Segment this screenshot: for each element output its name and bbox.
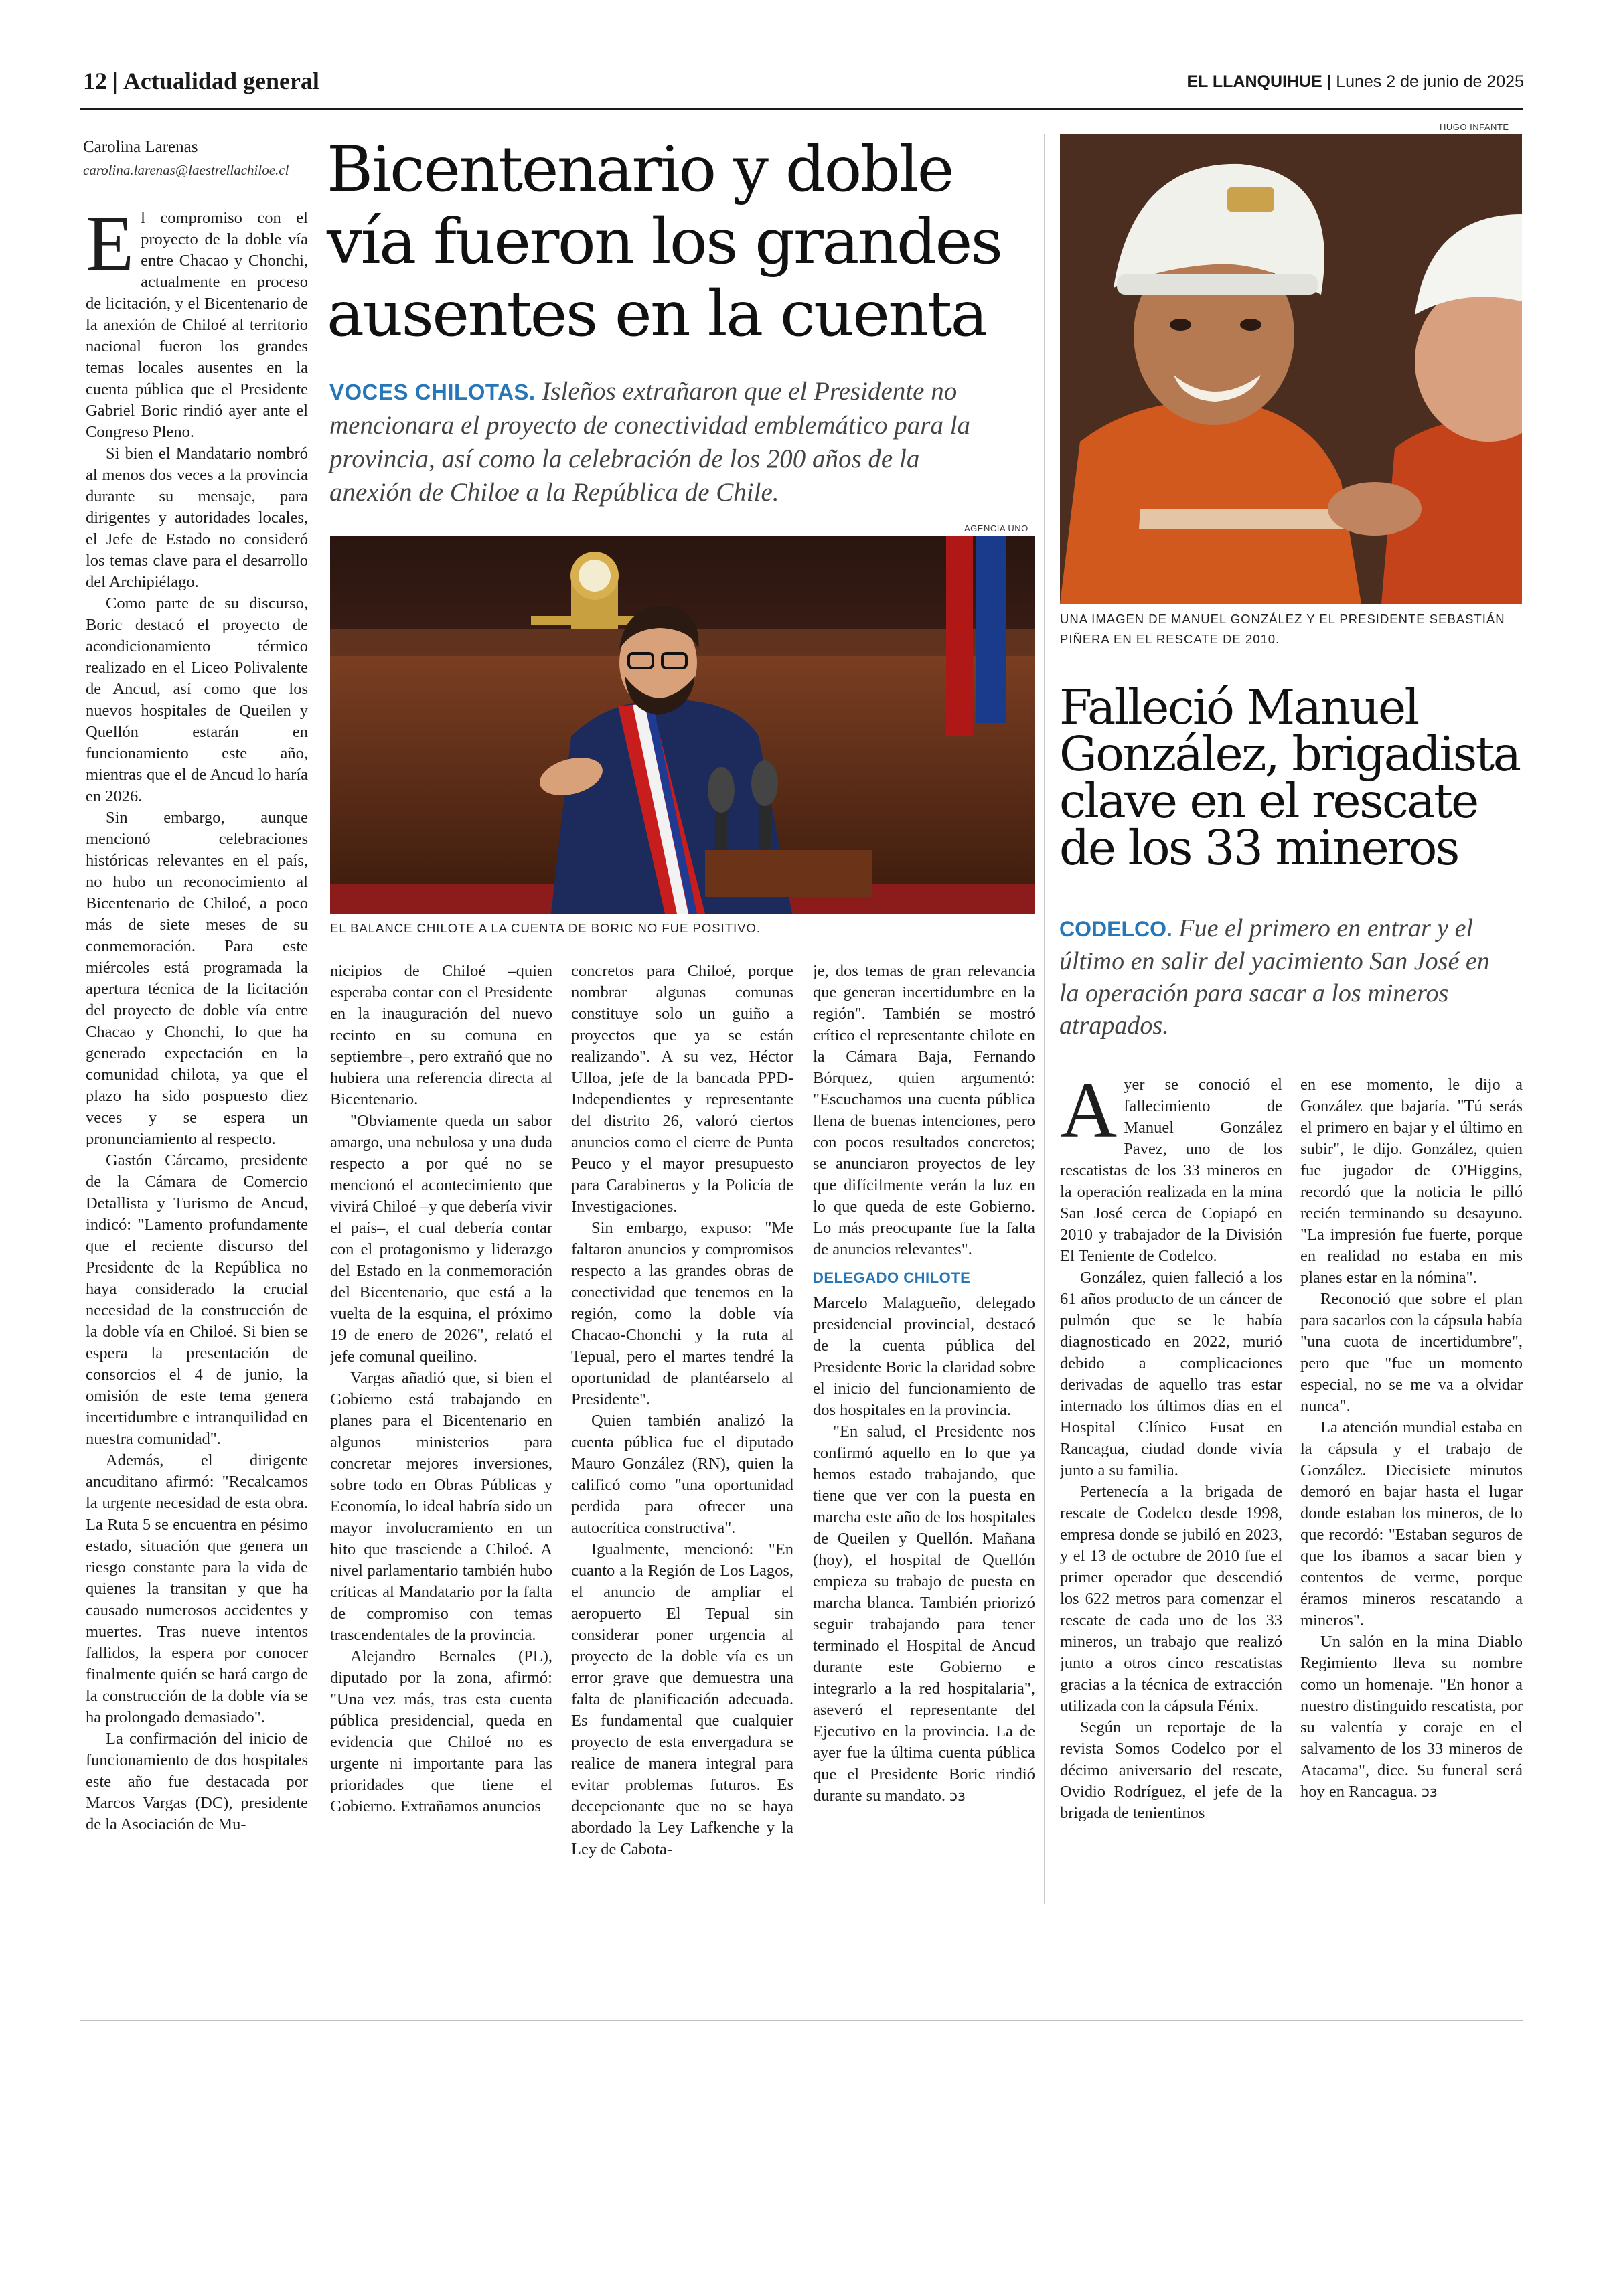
- dropcap: A: [1060, 1074, 1118, 1154]
- header-separator: |: [1326, 72, 1332, 91]
- paragraph: La atención mundial estaba en la cápsula y el trabajo de González. Diecisiete minutos demoró en bajar hasta el lugar donde estaban los mineros, de lo que recordó: "Estaban seguros de que los íbamos a sacar bien y contentos de verme, porque éramos mineros rescatando a mineros".: [1300, 1418, 1523, 1629]
- main-dek: [329, 375, 999, 509]
- section-name: Actualidad general: [123, 68, 319, 94]
- paragraph: La confirmación del inicio de funcionamiento de dos hospitales este año fue destacada por Marcos Vargas (DC), presidente de la Asociación de Mu-: [86, 1730, 308, 1833]
- side-photo-caption: UNA IMAGEN DE MANUEL GONZÁLEZ Y EL PRESIDENTE SEBASTIÁN PIÑERA EN EL RESCATE DE 2010.: [1060, 612, 1505, 646]
- column-divider: [1044, 134, 1045, 1904]
- main-photo: [330, 536, 1035, 914]
- main-headline: Bicentenario y doble vía fueron los grandes ausentes en la cuenta: [327, 133, 1002, 351]
- paragraph: "Obviamente queda un sabor amargo, una nebulosa y una duda respecto a por qué no se mencionó el acontecimiento que vivirá Chiloé –y que debería vivir el país–, el cual debería contar con el protagonismo y liderazgo del Estado en la conmemoración del Bicentenario, que está a la vuelta de la esquina, el próximo 19 de enero de 2026", relató el jefe comunal queilino.: [330, 1112, 552, 1366]
- main-column-4: [813, 961, 1035, 1904]
- header-separator: |: [112, 68, 118, 94]
- main-kicker: VOCES CHILOTAS.: [329, 380, 536, 404]
- paragraph: Igualmente, mencionó: "En cuanto a la Región de Los Lagos, el anuncio de ampliar el aeropuerto El Tepual sin considerar poner urgencia al proyecto de la doble vía es un error grave que demuestra una falta de planificación adecuada. Es fundamental que cualquier proyecto de esta envergadura se realice de manera integral para evitar problemas futuros. Es decepcionante que no se haya abordado la Ley Lafkenche y la Ley de Cabota-: [571, 1540, 793, 1858]
- author-email[interactable]: carolina.larenas@laestrellachiloe.cl: [83, 162, 289, 178]
- end-mark-icon: ↄз: [1421, 1784, 1438, 1801]
- paragraph: Si bien el Mandatario nombró al menos dos veces a la provincia durante su mensaje, para dirigentes y autoridades locales, el Jefe de Estado no consideró los temas clave para el desarrollo del Archipiélago.: [86, 444, 308, 591]
- paragraph: Como parte de su discurso, Boric destacó el proyecto de acondicionamiento térmico realizado en el Liceo Polivalente de Ancud, así como que los nuevos hospitales de Queilen y Quellón estarán en funcionamiento este año, mientras que el de Ancud lo haría en 2026.: [86, 594, 308, 805]
- main-photo-caption: EL BALANCE CHILOTE A LA CUENTA DE BORIC NO FUE POSITIVO.: [330, 921, 761, 935]
- side-column-2: [1300, 1074, 1523, 1904]
- paragraph: Reconoció que sobre el plan para sacarlos con la cápsula había "una cuota de incertidumbre", pero que "fue un momento especial, no se me va a olvidar nunca".: [1300, 1290, 1523, 1415]
- footer-rule: [80, 2020, 1523, 2021]
- rescue-photo-illustration: [1060, 134, 1522, 604]
- author-name: Carolina Larenas: [83, 138, 198, 156]
- page-header-left: [83, 67, 319, 95]
- side-headline: Falleció Manuel González, brigadista clave en el rescate de los 33 mineros: [1059, 679, 1520, 876]
- paragraph: je, dos temas de gran relevancia que generan incertidumbre en la región". También se mostró crítico el representante chilote en la Cámara Baja, Fernando Bórquez, quien argumentó: "Escuchamos una cuenta pública llena de buenas intenciones, pero con pocos resultados concretos; se anunciaron proyectos de ley que difícilmente verán la luz en lo que queda de este Gobierno. Lo más preocupante fue la falta de anuncios relevantes".: [813, 962, 1035, 1258]
- dropcap: E: [86, 208, 135, 287]
- page-number: 12: [83, 68, 107, 94]
- paragraph: Según un reportaje de la revista Somos Codelco por el décimo aniversario del rescate, Ovidio Rodríguez, el jefe de la brigada de tenientinos: [1060, 1718, 1282, 1822]
- paragraph: Pertenecía a la brigada de rescate de Codelco desde 1998, empresa donde se jubiló en 2023, y el 13 de octubre de 2010 fue el primer operador que descendió los 622 metros para comenzar el rescate de cada uno de los 33 mineros, un trabajo que realizó junto a otros cinco rescatistas gracias a la técnica de extracción utilizada con la cápsula Fénix.: [1060, 1483, 1282, 1715]
- subhead-delegado: DELEGADO CHILOTE: [813, 1269, 971, 1286]
- paragraph: Vargas añadió que, si bien el Gobierno está trabajando en planes para el Bicentenario en algunos ministerios para concretar mejores inversiones, sobre todo en Obras Públicas y Economía, lo ideal habría sido un mayor involucramiento en un hito que trasciende a Chiloé. A nivel parlamentario también hubo críticas al Mandatario por la falta de compromiso con temas trascendentales de la provincia.: [330, 1369, 552, 1644]
- paragraph: yer se conoció el fallecimiento de Manuel González Pavez, uno de los rescatistas de los 33 mineros en la operación realizada en la mina San José cerca de Copiapó en 2010 y trabajador de la División El Teniente de Codelco.: [1060, 1076, 1282, 1265]
- header-rule: [80, 108, 1523, 110]
- byline: [83, 138, 304, 179]
- end-mark-icon: ↄз: [949, 1788, 966, 1805]
- boric-congress-photo-illustration: [330, 536, 1035, 914]
- paragraph: Sin embargo, expuso: "Me faltaron anuncios y compromisos respecto a las grandes obras de conectividad que tenemos en la región, como la doble vía Chacao-Chonchi y la ruta al Tepual, pero el martes tendré la oportunidad de plantéarselo al Presidente".: [571, 1219, 793, 1408]
- side-photo-credit: HUGO INFANTE: [1440, 122, 1509, 132]
- paper-name: EL LLANQUIHUE: [1187, 72, 1322, 91]
- side-kicker: CODELCO.: [1059, 917, 1172, 941]
- paragraph: Quien también analizó la cuenta pública fue el diputado Mauro González (RN), quien la calificó como "una oportunidad perdida para ofrecer una autocrítica constructiva".: [571, 1412, 793, 1537]
- paragraph: l compromiso con el proyecto de la doble vía entre Chacao y Chonchi, actualmente en proceso de licitación, y el Bicentenario de la anexión de Chiloé al territorio nacional fueron los grandes temas locales ausentes en la cuenta pública que el Presidente Gabriel Boric rindió ayer ante el Congreso Pleno.: [86, 209, 308, 441]
- side-dek: [1059, 912, 1515, 1042]
- side-photo: [1060, 134, 1522, 604]
- main-column-3: [571, 961, 793, 1904]
- main-column-2: [330, 961, 552, 1904]
- main-dek-text: Isleños extrañaron que el Presidente no mencionara el proyecto de conectividad emblemático para la provincia, así como la celebración de los 200 años de la anexión de Chiloe a la República de Chile.: [329, 377, 971, 507]
- paragraph: concretos para Chiloé, porque nombrar algunas comunas constituye solo un guiño a proyectos que ya se están realizando". A su vez, Héctor Ulloa, jefe de la bancada PPD-Independientes y representante del distrito 26, valoró ciertos anuncios como el cierre de Punta Peuco y el mayor presupuesto para Carabineros y la Policía de Investigaciones.: [571, 962, 793, 1216]
- paragraph: en ese momento, le dijo a González que bajaría. "Tú serás el primero en bajar y el último en subir", le dijo. González, quien fue jugador de O'Higgins, recordó que la noticia le pilló recién terminando su desayuno. "La impresión fue fuerte, porque en realidad no estaba en mis planes estar en la nómina".: [1300, 1076, 1523, 1287]
- paragraph: Un salón en la mina Diablo Regimiento lleva su nombre como un homenaje. "En honor a nuestro distinguido rescatista, por su valentía y coraje en el salvamento de los 33 mineros de Atacama", dice. Su funeral será hoy en Rancagua.: [1300, 1633, 1523, 1801]
- paragraph: Sin embargo, aunque mencionó celebraciones históricas relevantes en el país, no hubo un reconocimiento al Bicentenario de Chiloé, a poco más de siete meses de su conmemoración. Para este miércoles está programada la apertura técnica de la licitación del proyecto de doble vía entre Chacao y Chonchi, lo que ha generado expectación en la comunidad chilota, ya que el plazo ha sido pospuesto diez veces y se espera un pronunciamiento al respecto.: [86, 809, 308, 1148]
- paragraph: nicipios de Chiloé –quien esperaba contar con el Presidente en la inauguración del nuevo recinto en su comuna en septiembre–, pero extrañó que no hubiera una referencia directa al Bicentenario.: [330, 962, 552, 1109]
- side-column-1: [1060, 1074, 1282, 1904]
- issue-date: Lunes 2 de junio de 2025: [1336, 72, 1524, 91]
- paragraph: "En salud, el Presidente nos confirmó aquello en lo que ya hemos estado trabajando, que tiene que ver con la puesta en marcha este año de los hospitales de Queilen y Quellón. Mañana (hoy), el hospital de Quellón empieza su trabajo de puesta en marcha blanca. También priorizó seguir trabajando para tener terminado el Hospital de Ancud durante este Gobierno e integrarlo a la red hospitalaria", aseveró el representante del Ejecutivo en la provincia. La de ayer fue la última cuenta pública que el Presidente Boric rindió durante su mandato.: [813, 1422, 1035, 1805]
- paragraph: Gastón Cárcamo, presidente de la Cámara de Comercio Detallista y Turismo de Ancud, indicó: "Lamento profundamente que el reciente discurso del Presidente de la República no haya considerado la crucial necesidad de la construcción de la doble vía en Chiloé. Si bien se espera la presentación de consorcios el 4 de junio, la omisión de este tema genera incertidumbre e intranquilidad en nuestra comunidad".: [86, 1151, 308, 1448]
- page-header-right: [1187, 72, 1524, 92]
- main-column-1: [86, 208, 308, 1904]
- paragraph: González, quien falleció a los 61 años producto de un cáncer de pulmón que se le había diagnosticado en 2022, murió debido a complicaciones derivadas de aquello tras estar internado los últimos días en el Hospital Clínico Fusat en Rancagua, ciudad donde vivía junto a su familia.: [1060, 1268, 1282, 1479]
- paragraph: Además, el dirigente ancuditano afirmó: "Recalcamos la urgente necesidad de esta obra. La Ruta 5 se encuentra en pésimo estado, situación que genera un riesgo constante para la vida de quienes la transitan y que ha causado numerosos accidentes y muertes. Tras nueve intentos fallidos, la espera por conocer finalmente quién se hará cargo de la construcción de la doble vía se ha prolongado demasiado".: [86, 1451, 308, 1726]
- paragraph: Alejandro Bernales (PL), diputado por la zona, afirmó: "Una vez más, tras esta cuenta pública presidencial, queda en evidencia que Chiloé no es urgente ni importante para las prioridades que tiene el Gobierno. Extrañamos anuncios: [330, 1647, 552, 1815]
- side-dek-text: Fue el primero en entrar y el último en salir del yacimiento San José en la operación para sacar a los mineros atrapados.: [1059, 914, 1490, 1040]
- paragraph: Marcelo Malagueño, delegado presidencial provincial, destacó de la cuenta pública del Presidente Boric la claridad sobre el inicio del funcionamiento de dos hospitales en la provincia.: [813, 1294, 1035, 1419]
- main-photo-credit: AGENCIA UNO: [964, 523, 1028, 534]
